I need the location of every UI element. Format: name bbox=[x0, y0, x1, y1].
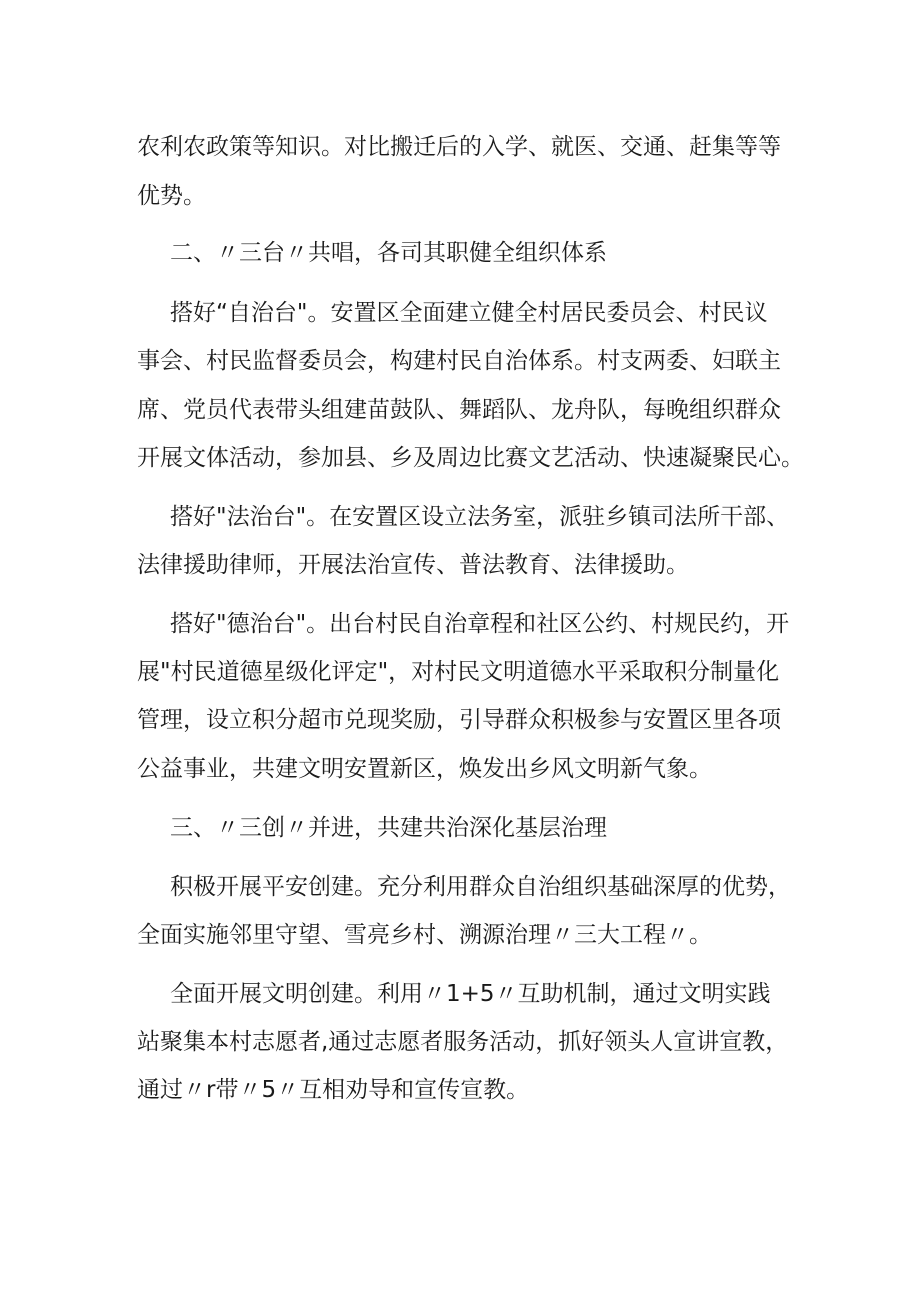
paragraph-line: 公益事业，共建文明安置新区，焕发出乡风文明新气象。 bbox=[137, 756, 712, 782]
paragraph-line: 农利农政策等知识。对比搬迁后的入学、就医、交通、赶集等等 bbox=[137, 134, 781, 160]
paragraph-line: 全面开展文明创建。利用〃1+5〃互助机制，通过文明实践 bbox=[170, 981, 771, 1007]
section-heading: 三、〃三创〃并进，共建共治深化基层治理 bbox=[170, 815, 607, 841]
section-heading: 二、〃三台〃共唱，各司其职健全组织体系 bbox=[170, 240, 607, 266]
paragraph-line: 展"村民道德星级化评定"，对村民文明道德水平采取积分制量化 bbox=[137, 659, 780, 685]
paragraph-line: 站聚集本村志愿者,通过志愿者服务活动，抓好领头人宣讲宣教， bbox=[137, 1029, 789, 1055]
paragraph-line: 搭好“自治台"。安置区全面建立健全村居民委员会、村民议 bbox=[170, 300, 768, 326]
paragraph-line: 管理，设立积分超市兑现奖励，引导群众积极参与安置区里各项 bbox=[137, 707, 781, 733]
paragraph-line: 席、党员代表带头组建苗鼓队、舞蹈队、龙舟队，每晚组织群众 bbox=[137, 397, 781, 423]
paragraph-line: 搭好"法治台"。在安置区设立法务室，派驻乡镇司法所干部、 bbox=[170, 504, 790, 530]
paragraph-line: 事会、村民监督委员会，构建村民自治体系。村支两委、妇联主 bbox=[137, 348, 781, 374]
paragraph-line: 开展文体活动，参加县、乡及周边比赛文艺活动、快速凝聚民心。 bbox=[137, 445, 804, 471]
paragraph-line: 全面实施邻里守望、雪亮乡村、溯源治理〃三大工程〃。 bbox=[137, 922, 712, 948]
paragraph-line: 搭好"德治台"。出台村民自治章程和社区公约、村规民约，开 bbox=[170, 611, 790, 637]
paragraph-line: 法律援助律师，开展法治宣传、普法教育、法律援助。 bbox=[137, 552, 689, 578]
paragraph-line: 积极开展平安创建。充分利用群众自治组织基础深厚的优势， bbox=[170, 874, 791, 900]
paragraph-line: 通过〃r带〃5〃互相劝导和宣传宣教。 bbox=[137, 1077, 530, 1103]
paragraph-line: 优势。 bbox=[137, 183, 206, 209]
